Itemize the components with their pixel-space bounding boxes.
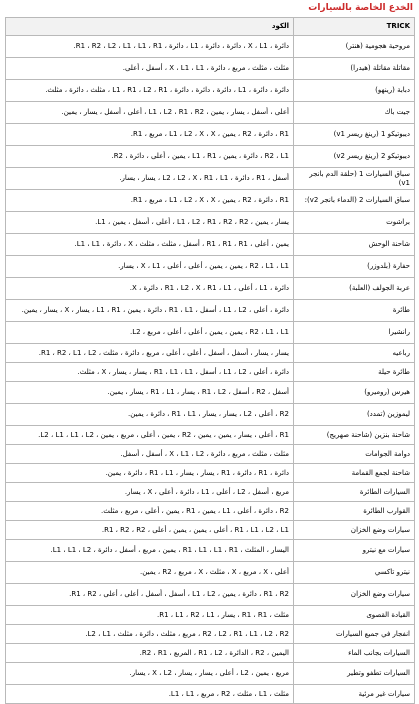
trick-name-cell: شاحنة بنزين (شاحنة صهريج) bbox=[294, 426, 415, 445]
table-row bbox=[6, 521, 415, 540]
trick-code-cell: دائرة ، أعلى ، L1 ، L2 ، أسفل ، R1 ، L1 ، L1 ، يسار ، يسار ، X ، مثلث. bbox=[6, 363, 294, 382]
cheats-table-body bbox=[6, 18, 415, 704]
trick-name-cell: براشوت bbox=[294, 212, 415, 234]
trick-code-cell: R1 ، R2 ، دائرة ، يمين ، L1 ، L2 ، أسفل ، أسفل ، أعلى ، أعلى ، R1 ، R2. bbox=[6, 584, 294, 606]
trick-code-cell: دائرة ، X ، L1 ، دائرة ، دائرة ، L1 ، دائرة ، R1 ، R2 ، L2 ، L1 ، L1 ، R1. bbox=[6, 36, 294, 58]
trick-code-cell: مثلث ، L1 ، مثلث ، R2 ، مربع ، L1 ، L1. bbox=[6, 685, 294, 704]
trick-code-cell: أسفل ، R1 ، دائرة ، L2 ، L2 ، X ، R1 ، L1 ، يسار ، يسار. bbox=[6, 168, 294, 190]
trick-code-cell: يسار ، يسار ، أسفل ، أسفل ، أعلى ، أعلى ، مربع ، دائرة ، مثلث ، R1 ، R2 ، L1 ، L2. bbox=[6, 344, 294, 363]
trick-code-cell: مثلث ، مثلث ، مربع ، دائرة ، X ، L1 ، L1 ، أسفل ، أعلى. bbox=[6, 58, 294, 80]
trick-name-cell: طائرة حيلة bbox=[294, 363, 415, 382]
table-row bbox=[6, 584, 415, 606]
table-row bbox=[6, 562, 415, 584]
trick-name-cell: عربة الجولف (العلبة) bbox=[294, 278, 415, 300]
trick-name-cell: انفجار في جميع السيارات bbox=[294, 625, 415, 644]
trick-name-cell: رباعيه bbox=[294, 344, 415, 363]
trick-name-cell: سيارات وضع الخزان bbox=[294, 521, 415, 540]
table-row bbox=[6, 102, 415, 124]
trick-code-cell: مثلث ، R1 ، R1 ، يسار ، R1 ، L1 ، R2 ، L1. bbox=[6, 606, 294, 625]
trick-code-cell: اليسار ، المثلث ، R1 ، L1 ، L1 ، R1 ، يمين ، مربع ، أسفل ، دائرة ، L1 ، L1 ، L2. bbox=[6, 540, 294, 562]
trick-name-cell: هيرس (روميرو) bbox=[294, 382, 415, 404]
trick-name-cell: سباق السيارات 2 (الدماء بانجر v2): bbox=[294, 190, 415, 212]
trick-code-cell: مثلث ، مثلث ، مربع ، دائرة ، X ، L1 ، L2 ، أسفل ، أسفل. bbox=[6, 445, 294, 464]
trick-name-cell: مروحية هجومية (هنتر) bbox=[294, 36, 415, 58]
trick-name-cell: رانشيرا bbox=[294, 322, 415, 344]
table-row bbox=[6, 625, 415, 644]
table-row bbox=[6, 382, 415, 404]
trick-code-cell: R2 ، L2 ، R1 ، L1 ، L2 ، R2 ، مربع ، مثلث ، دائرة ، مثلث ، L2 ، L1. bbox=[6, 625, 294, 644]
table-row bbox=[6, 344, 415, 363]
cheats-table bbox=[5, 17, 415, 704]
table-row bbox=[6, 256, 415, 278]
trick-code-cell: R2 ، L1 ، دائرة ، يمين ، L1 ، R1 ، يمين ، أعلى ، دائرة ، R2. bbox=[6, 146, 294, 168]
trick-code-cell: R1 ، L1 ، L2 ، L1 ، أعلى ، يمين ، يمين ، أعلى ، R1 ، R2 ، R2. bbox=[6, 521, 294, 540]
trick-code-cell: أعلى ، X ، مربع ، X ، مثلث ، X ، مربع ، R2 ، يمين. bbox=[6, 562, 294, 584]
page-title: الخدع الخاصة بالسيارات bbox=[308, 3, 413, 13]
trick-code-cell: R1 ، أعلى ، يسار ، يمين ، يمين ، R2 ، يمين ، أعلى ، مربع ، يمين ، L2 ، L1 ، L1 ، L2. bbox=[6, 426, 294, 445]
trick-code-cell: R2 ، L1 ، L1 ، يمين ، يمين ، أعلى ، أعلى ، X ، L1 ، يسار. bbox=[6, 256, 294, 278]
table-row bbox=[6, 363, 415, 382]
table-row bbox=[6, 445, 415, 464]
trick-code-cell: دائرة ، R1 ، دائرة ، R1 ، يسار ، يسار ، R1 ، L1 ، دائرة ، يمين. bbox=[6, 464, 294, 483]
trick-name-cell: طائرة bbox=[294, 300, 415, 322]
table-row bbox=[6, 464, 415, 483]
table-row bbox=[6, 278, 415, 300]
trick-name-cell: حفارة (بلدوزر) bbox=[294, 256, 415, 278]
trick-name-cell: سباق السيارات 1 (حلقة الدم بانجر v1) bbox=[294, 168, 415, 190]
trick-name-cell: مقاتلة مقاتلة (هيدرا) bbox=[294, 58, 415, 80]
trick-name-cell: دبابة (رينهو) bbox=[294, 80, 415, 102]
trick-name-cell: شاحنة لجمع القمامة bbox=[294, 464, 415, 483]
trick-name-cell: شاحنة الوحش bbox=[294, 234, 415, 256]
trick-code-cell: مربع ، يمين ، L2 ، أعلى ، يسار ، يسار ، X ، L2 ، يسار. bbox=[6, 663, 294, 685]
table-row bbox=[6, 146, 415, 168]
trick-code-cell: R2 ، أعلى ، L2 ، يسار ، يسار ، R1 ، L1 ، دائرة ، يمين. bbox=[6, 404, 294, 426]
table-row bbox=[6, 685, 415, 704]
trick-name-cell: السيارات بجانب الماء bbox=[294, 644, 415, 663]
table-row bbox=[6, 483, 415, 502]
trick-name-cell: السيارات الطائرة bbox=[294, 483, 415, 502]
table-row bbox=[6, 212, 415, 234]
trick-name-cell: ديبوتيكو 2 (رينغ ريسر v2) bbox=[294, 146, 415, 168]
trick-code-cell: R1 ، دائرة ، R2 ، يمين ، L1 ، L2 ، X ، X ، مربع ، R1. bbox=[6, 124, 294, 146]
trick-name-cell: جيت باك bbox=[294, 102, 415, 124]
table-row bbox=[6, 58, 415, 80]
trick-name-cell: السيارات تطفو وتطير bbox=[294, 663, 415, 685]
table-row bbox=[6, 36, 415, 58]
table-row bbox=[6, 606, 415, 625]
table-row bbox=[6, 322, 415, 344]
trick-name-cell: ديبوتيكو 1 (رينغ ريسر v1) bbox=[294, 124, 415, 146]
table-row bbox=[6, 80, 415, 102]
trick-name-cell: سيارات مع نيترو bbox=[294, 540, 415, 562]
table-row bbox=[6, 540, 415, 562]
trick-code-cell: اليمين ، R2 ، الدائرة ، R1 ، L2 ، المربع ، R2 ، R1. bbox=[6, 644, 294, 663]
trick-name-cell: القوارب الطائرة bbox=[294, 502, 415, 521]
trick-code-cell: R2 ، L1 ، L1 ، يمين ، يمين ، أعلى ، أعلى ، مربع ، L2. bbox=[6, 322, 294, 344]
trick-code-cell: R2 ، دائرة ، أعلى ، L1 ، يمين ، R1 ، يمين ، أعلى ، مربع ، مثلث. bbox=[6, 502, 294, 521]
trick-name-cell: دوامة الجوامات bbox=[294, 445, 415, 464]
trick-code-cell: مربع ، أسفل ، L2 ، أعلى ، L1 ، دائرة ، أعلى ، X ، يسار. bbox=[6, 483, 294, 502]
trick-code-cell: أسفل ، R2 ، أسفل ، R1 ، L2 ، يسار ، R1 ، L1 ، يسار ، يمين. bbox=[6, 382, 294, 404]
trick-name-cell: نيترو تاكسي bbox=[294, 562, 415, 584]
table-row bbox=[6, 644, 415, 663]
trick-name-cell: سيارات وضع الخزان bbox=[294, 584, 415, 606]
table-row bbox=[6, 234, 415, 256]
header-code: الكود bbox=[6, 18, 294, 36]
trick-code-cell: أعلى ، أسفل ، يسار ، يمين ، L1 ، L2 ، R1 ، R2 ، أعلى ، أسفل ، يسار ، يمين. bbox=[6, 102, 294, 124]
table-row bbox=[6, 663, 415, 685]
table-row bbox=[6, 124, 415, 146]
trick-name-cell: ليموزين (تمدد) bbox=[294, 404, 415, 426]
header-trick: TRICK bbox=[294, 18, 415, 36]
trick-code-cell: يسار ، يمين ، L1 ، L2 ، R1 ، R2 ، R2 ، أعلى ، أسفل ، يمين ، L1. bbox=[6, 212, 294, 234]
trick-code-cell: R1 ، دائرة ، R2 ، يمين ، L1 ، L2 ، X ، X ، مربع ، R1. bbox=[6, 190, 294, 212]
table-row bbox=[6, 426, 415, 445]
table-row bbox=[6, 190, 415, 212]
trick-code-cell: دائرة ، أعلى ، L1 ، L2 ، أسفل ، R1 ، L1 ، دائرة ، يمين ، L1 ، R1 ، يسار ، X ، يسار ، يمين. bbox=[6, 300, 294, 322]
trick-code-cell: دائرة ، دائرة ، L1 ، دائرة ، دائرة ، دائرة ، L1 ، R1 ، L2 ، R1 ، مثلث ، دائرة ، مثلث. bbox=[6, 80, 294, 102]
table-row bbox=[6, 502, 415, 521]
trick-code-cell: يمين ، أعلى ، R1 ، R1 ، R1 ، أسفل ، مثلث ، مثلث ، X ، دائرة ، L1 ، L1. bbox=[6, 234, 294, 256]
trick-name-cell: القيادة القصوى bbox=[294, 606, 415, 625]
trick-name-cell: سيارات غير مرئية bbox=[294, 685, 415, 704]
table-row bbox=[6, 300, 415, 322]
table-row bbox=[6, 404, 415, 426]
table-row bbox=[6, 168, 415, 190]
table-header-row bbox=[6, 18, 415, 36]
trick-code-cell: دائرة ، L1 ، أعلى ، R1 ، L2 ، X ، R1 ، L1 ، دائرة ، X. bbox=[6, 278, 294, 300]
